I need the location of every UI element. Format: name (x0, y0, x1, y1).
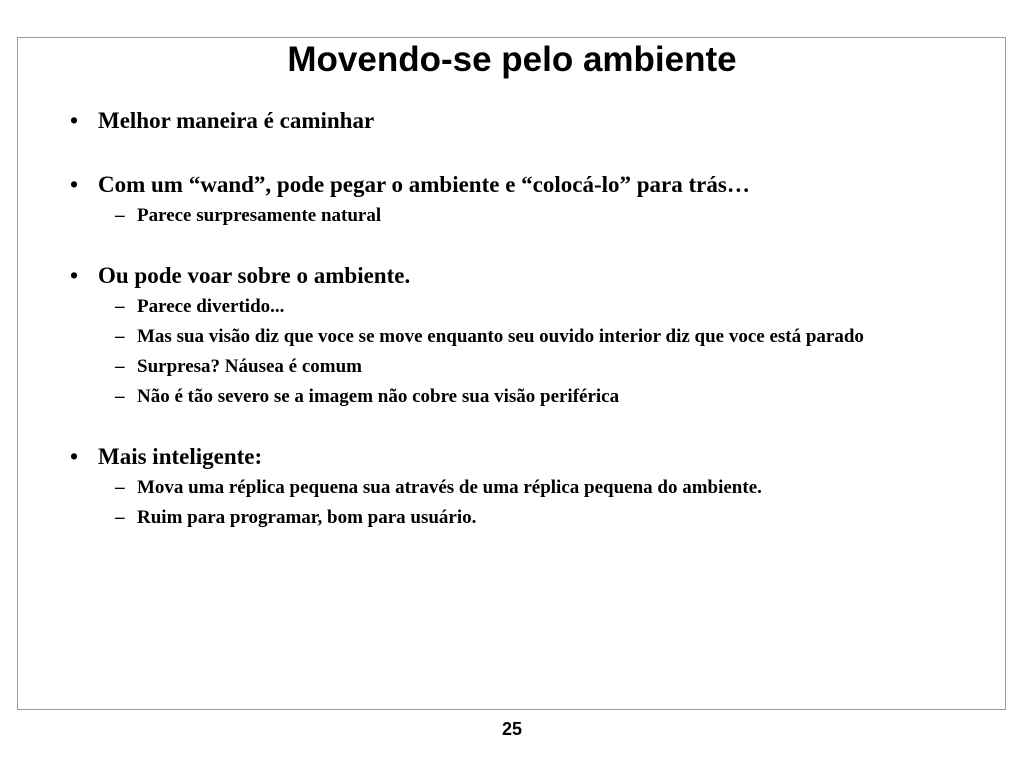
sub-bullet-text: Surpresa? Náusea é comum (137, 356, 363, 377)
bullet-item (70, 170, 950, 200)
sub-bullet-text: Ruim para programar, bom para usuário. (137, 507, 477, 528)
sub-bullet-text: Não é tão severo se a imagem não cobre sua visão periférica (137, 386, 620, 407)
bullet-item (70, 261, 950, 291)
dash-marker: – (115, 356, 125, 377)
dash-marker: – (115, 507, 125, 528)
sub-bullet-item (70, 477, 950, 499)
sub-bullet-item (70, 386, 950, 408)
sub-bullet-item (70, 326, 950, 348)
bullet-text: Com um “wand”, pode pegar o ambiente e “colocá-lo” para trás… (98, 172, 750, 197)
bullet-marker: • (70, 172, 79, 197)
sub-bullet-text: Mas sua visão diz que voce se move enquanto seu ouvido interior diz que voce está parado (137, 326, 864, 347)
sub-bullet-text: Mova uma réplica pequena sua através de uma réplica pequena do ambiente. (137, 477, 762, 498)
bullet-marker: • (70, 263, 79, 288)
slide-content (70, 106, 950, 529)
dash-marker: – (115, 296, 125, 317)
page-number: 25 (501, 719, 523, 739)
bullet-marker: • (70, 444, 79, 469)
sub-bullet-item (70, 356, 950, 378)
dash-marker: – (115, 386, 125, 407)
bullet-text: Ou pode voar sobre o ambiente. (98, 263, 411, 288)
sub-bullet-text: Parece divertido... (137, 296, 285, 317)
dash-marker: – (115, 205, 125, 226)
bullet-text: Melhor maneira é caminhar (98, 108, 375, 133)
sub-bullet-text: Parece surpresamente natural (137, 205, 382, 226)
bullet-item (70, 442, 950, 472)
dash-marker: – (115, 326, 125, 347)
dash-marker: – (115, 477, 125, 498)
bullet-text: Mais inteligente: (98, 444, 263, 469)
slide-title: Movendo-se pelo ambiente (287, 40, 737, 79)
sub-bullet-item (70, 296, 950, 318)
sub-bullet-item (70, 205, 950, 227)
bullet-item (70, 106, 950, 136)
sub-bullet-item (70, 507, 950, 529)
bullet-marker: • (70, 108, 79, 133)
